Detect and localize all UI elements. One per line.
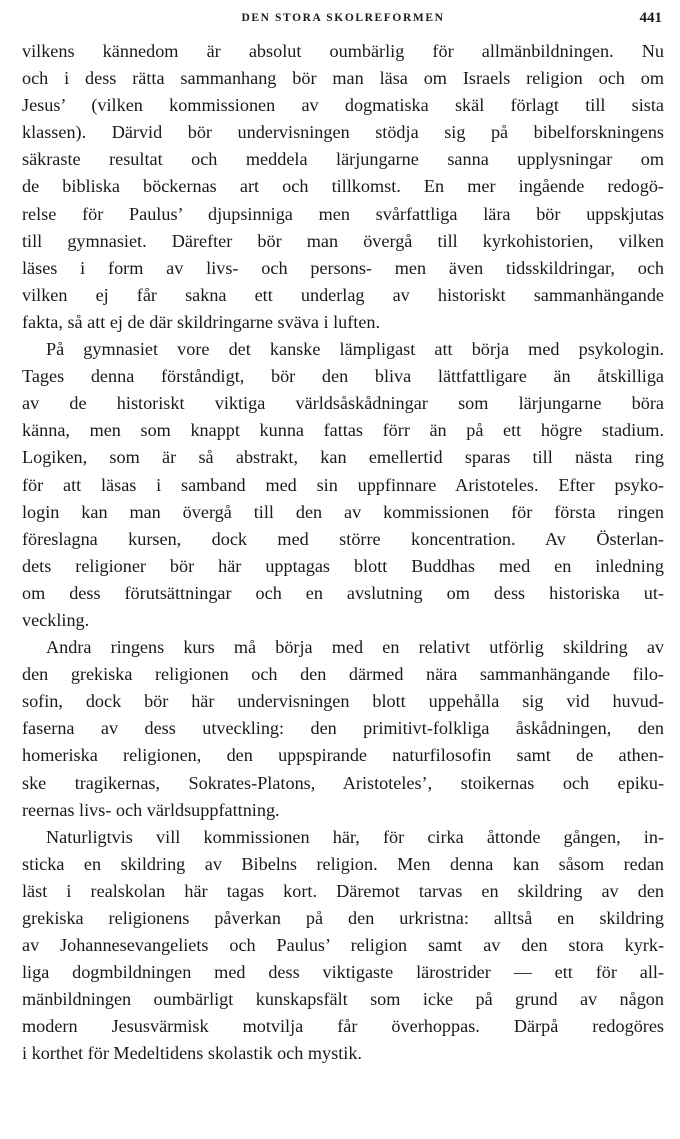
text-line: ske tragikernas, Sokrates-Platons, Aristoteles’, stoikernas och epiku-: [22, 772, 664, 793]
paragraph: [22, 824, 664, 1068]
text-line: vilkens kännedom är absolut oumbärlig för allmänbildningen. Nu: [22, 41, 664, 61]
book-page: [22, 0, 664, 1068]
text-line: liga dogmbildningen med dess viktigaste lärostrider — ett för all-: [22, 962, 664, 983]
page-number: 441: [639, 10, 662, 26]
running-head: DEN STORA SKOLREFORMEN: [241, 12, 445, 24]
text-line: föreslagna kursen, dock med större koncentration. Av Österlan-: [22, 528, 664, 549]
text-line: säkraste resultat och meddela lärjungarne sanna upplysningar om: [22, 149, 664, 170]
text-line: mänbildningen oumbärligt kunskapsfält som icke på grund av någon: [22, 989, 664, 1010]
text-line: läses i form av livs- och persons- men även tidsskildringar, och: [22, 257, 664, 278]
text-line: och i dess rätta sammanhang bör man läsa om Israels religion och om: [22, 68, 664, 89]
text-line: den grekiska religionen och den därmed nära sammanhängande filo-: [22, 664, 664, 685]
text-line: läst i realskolan här tagas kort. Däremot tarvas en skildring av den: [22, 880, 664, 901]
text-line: vilken ej får sakna ett underlag av historiskt sammanhängande: [22, 284, 664, 305]
text-line: relse för Paulus’ djupsinniga men svårfattliga lära bör uppskjutas: [22, 203, 664, 224]
text-line: till gymnasiet. Därefter bör man övergå till kyrkohistorien, vilken: [22, 230, 664, 251]
text-line: reernas livs- och världsuppfattning.: [22, 799, 280, 820]
text-line: På gymnasiet vore det kanske lämpligast att börja med psykologin.: [46, 339, 664, 360]
body-text: [22, 38, 664, 1068]
paragraph: [22, 336, 664, 634]
text-line: sofin, dock bör här undervisningen blott uppehålla sig vid huvud-: [22, 691, 664, 712]
text-line: om dess förutsättningar och en avslutning om dess historiska ut-: [22, 582, 664, 603]
text-line: fakta, så att ej de där skildringarne sväva i luften.: [22, 311, 381, 332]
text-line: i korthet för Medeltidens skolastik och mystik.: [22, 1043, 362, 1064]
text-line: Jesus’ (vilken kommissionen av dogmatiska skäl förlagt till sista: [22, 95, 664, 116]
text-line: veckling.: [22, 609, 90, 630]
paragraph: [22, 38, 664, 336]
text-line: login kan man övergå till den av kommissionen för första ringen: [22, 501, 664, 522]
text-line: faserna av dess utveckling: den primitivt-folkliga åskådningen, den: [22, 718, 664, 739]
text-line: Andra ringens kurs må börja med en relativt utförlig skildring av: [46, 637, 664, 658]
text-line: för att läsas i samband med sin uppfinnare Aristoteles. Efter psyko-: [22, 474, 664, 495]
text-line: klassen). Därvid bör undervisningen stödja sig på bibelforskningens: [22, 122, 664, 143]
text-line: dets religioner bör här upptagas blott Buddhas med en inledning: [22, 555, 664, 576]
text-line: av de historiskt viktiga världsåskådningar som lärjungarne böra: [22, 393, 664, 414]
text-line: modern Jesusvärmisk motvilja får överhoppas. Därpå redogöres: [22, 1016, 664, 1037]
text-line: av Johannesevangeliets och Paulus’ religion samt av den stora kyrk-: [22, 935, 664, 956]
text-line: grekiska religionens påverkan på den urkristna: alltså en skildring: [22, 908, 664, 928]
paragraph: [22, 634, 664, 824]
text-line: känna, men som knappt kunna fattas förr än på ett högre stadium.: [22, 420, 664, 441]
page-header: [22, 8, 664, 38]
text-line: Naturligtvis vill kommissionen här, för cirka åttonde gången, in-: [46, 826, 664, 847]
text-line: sticka en skildring av Bibelns religion. Men denna kan såsom redan: [22, 853, 664, 874]
text-line: Logiken, som är så abstrakt, kan emellertid sparas till nästa ring: [22, 447, 664, 468]
text-line: homeriska religionen, den uppspirande naturfilosofin samt de athen-: [22, 745, 664, 766]
text-line: Tages denna förståndigt, bör den bliva lättfattligare än åtskilliga: [22, 366, 664, 387]
text-line: de bibliska böckernas art och tillkomst. En mer ingående redogö-: [22, 176, 664, 197]
